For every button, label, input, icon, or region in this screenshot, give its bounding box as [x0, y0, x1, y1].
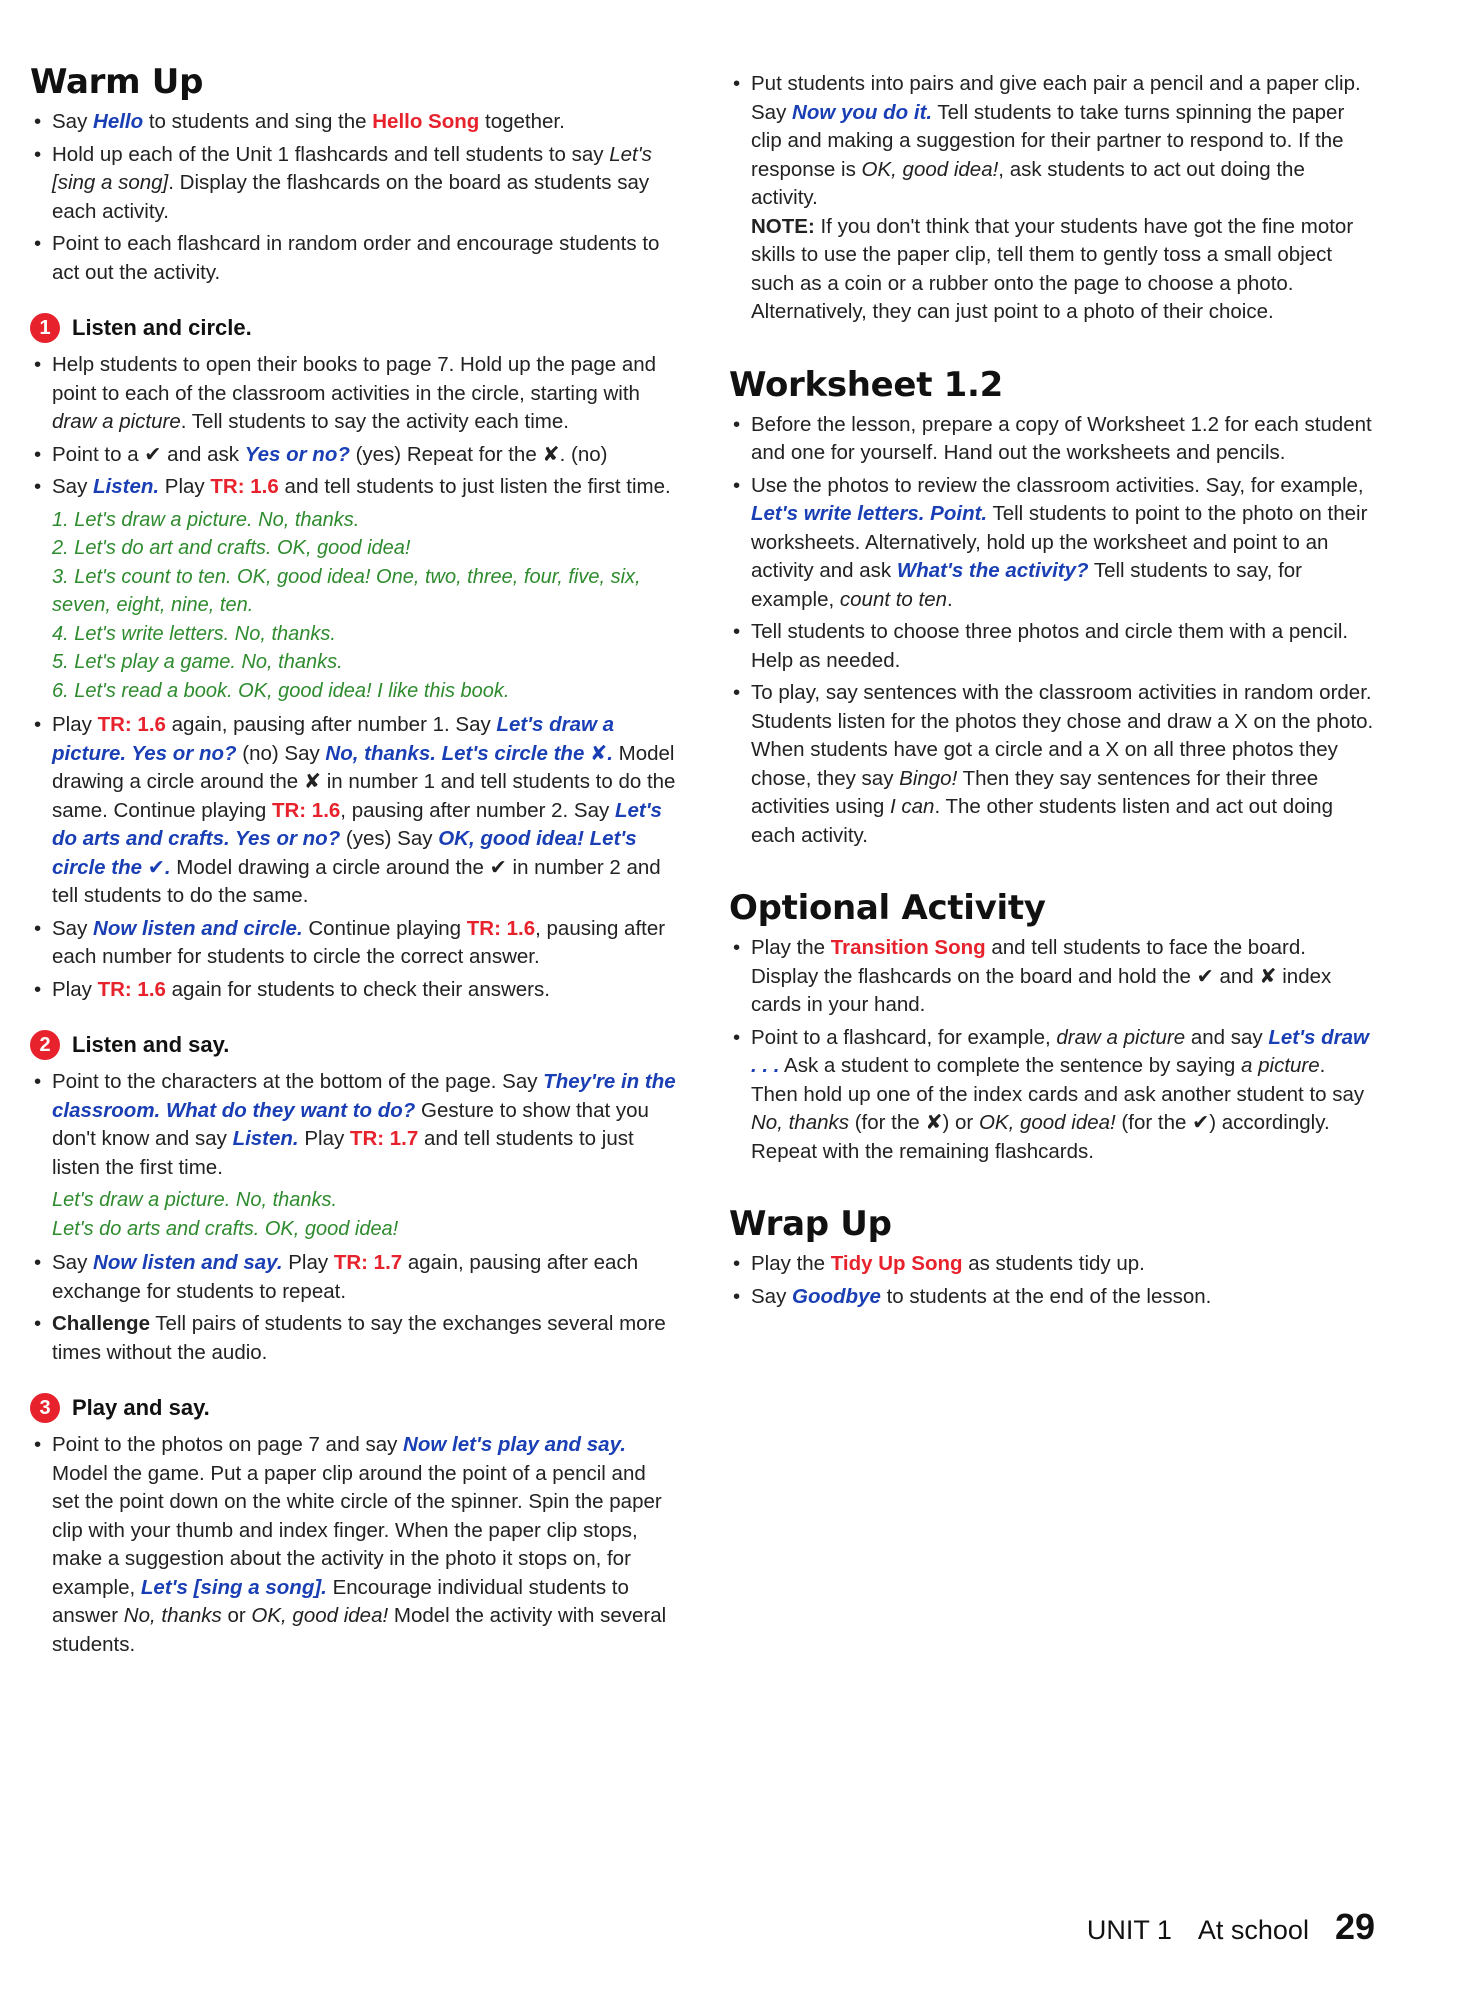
activity-title: Play and say.: [72, 1395, 210, 1420]
list-item: • Use the photos to review the classroom activities. Say, for example, Let's write letters. Point. Tell students to point to the photo on their worksheets. Alternatively, hold up the worksheet and point to an activity and ask What's the activity? Tell students to say, for example, count to ten.: [729, 472, 1377, 615]
page-number: 29: [1334, 1906, 1375, 1947]
activity-1-list-continued: [30, 711, 678, 1004]
list-item: • Play the Transition Song and tell students to face the board. Display the flashcards on the board and hold the ✔ and ✘ index cards in your hand.: [729, 934, 1377, 1020]
list-item: • Play the Tidy Up Song as students tidy up.: [729, 1250, 1377, 1279]
optional-activity-heading: Optional Activity: [729, 888, 1046, 928]
list-item: • Say Now listen and circle. Continue playing TR: 1.6, pausing after each number for students to circle the correct answer.: [30, 915, 678, 972]
list-item: • Tell students to choose three photos and circle them with a pencil. Help as needed.: [729, 618, 1377, 675]
left-column: [30, 62, 678, 1663]
list-item: • Say Hello to students and sing the Hello Song together.: [30, 108, 678, 137]
list-item: • Play TR: 1.6 again for students to check their answers.: [30, 976, 678, 1005]
list-item: • To play, say sentences with the classroom activities in random order. Students listen for the photos they chose and draw a X on the photo. When students have got a circle and a X on all three photos they chose, they say Bingo! Then they say sentences for their three activities using I can. The other students listen and act out doing each activity.: [729, 679, 1377, 850]
activity-2-heading: [30, 1030, 678, 1060]
script-line: 1. Let's draw a picture. No, thanks.: [52, 508, 360, 531]
list-item: • Put students into pairs and give each pair a pencil and a paper clip. Say Now you do it. Tell students to take turns spinning the paper clip and making a suggestion for their partner to respond to. If the response is OK, good idea!, ask students to act out doing the activity. NOTE: If you don't think that your students have got the fine motor skills to use the paper clip, tell them to gently toss a small object such as a coin or a rubber onto the page to choose a photo. Alternatively, they can just point to a photo of their choice.: [729, 70, 1377, 327]
worksheet-heading: Worksheet 1.2: [729, 364, 1004, 405]
list-item: • Point to the photos on page 7 and say Now let's play and say. Model the game. Put a paper clip around the point of a pencil and set the point down on the white circle of the spinner. Spin the paper clip with your thumb and index finger. When the paper clip stops, make a suggestion about the activity in the photo it stops on, for example, Let's [sing a song]. Encourage individual students to answer No, thanks or OK, good idea! Model the activity with several students.: [30, 1431, 678, 1659]
wrap-up-list: [729, 1250, 1377, 1311]
activity-number-badge: 3: [30, 1393, 60, 1423]
script-line: Let's draw a picture. No, thanks.: [52, 1189, 338, 1211]
activity-2-list-continued: [30, 1249, 678, 1367]
unit-label: UNIT 1: [1086, 1915, 1172, 1945]
list-item: • Point to a flashcard, for example, draw a picture and say Let's draw . . . Ask a student to complete the sentence by saying a picture. Then hold up one of the index cards and ask another student to say No, thanks (for the ✘) or OK, good idea! (for the ✔) accordingly. Repeat with the remaining flashcards.: [729, 1024, 1377, 1167]
activity-number-badge: 1: [30, 313, 60, 343]
activity-number-badge: 2: [30, 1030, 60, 1060]
list-item: • Point to the characters at the bottom of the page. Say They're in the classroom. What do they want to do? Gesture to show that you don't know and say Listen. Play TR: 1.7 and tell students to just listen the first time.: [30, 1068, 678, 1182]
audio-script: [30, 1186, 678, 1243]
optional-activity-list: [729, 934, 1377, 1166]
list-item: • Play TR: 1.6 again, pausing after number 1. Say Let's draw a picture. Yes or no? (no) Say No, thanks. Let's circle the ✘. Model drawing a circle around the ✘ in number 1 and tell students to do the same. Continue playing TR: 1.6, pausing after number 2. Say Let's do arts and crafts. Yes or no? (yes) Say OK, good idea! Let's circle the ✔. Model drawing a circle around the ✔ in number 2 and tell students to do the same.: [30, 711, 678, 911]
activity-1-list: [30, 351, 678, 502]
list-item: • Before the lesson, prepare a copy of Worksheet 1.2 for each student and one for yourself. Hand out the worksheets and pencils.: [729, 411, 1377, 468]
activity-3-list: [30, 1431, 678, 1659]
warm-up-heading: Warm Up: [30, 62, 204, 102]
audio-script: [30, 506, 678, 706]
list-item: • Point to a ✔ and ask Yes or no? (yes) Repeat for the ✘. (no): [30, 441, 678, 470]
activity-3-list-continued: [729, 70, 1377, 327]
list-item: • Say Goodbye to students at the end of the lesson.: [729, 1283, 1377, 1312]
unit-topic: At school: [1197, 1915, 1309, 1945]
list-item: • Say Listen. Play TR: 1.6 and tell students to just listen the first time.: [30, 473, 678, 502]
script-line: 4. Let's write letters. No, thanks.: [52, 622, 336, 645]
script-line: Let's do arts and crafts. OK, good idea!: [52, 1217, 399, 1240]
page-footer: [1087, 1906, 1375, 1948]
script-line: 6. Let's read a book. OK, good idea! I like this book.: [52, 679, 510, 702]
activity-3-heading: [30, 1393, 678, 1423]
activity-2-list: [30, 1068, 678, 1182]
list-item: • Hold up each of the Unit 1 flashcards and tell students to say Let's [sing a song]. Display the flashcards on the board as students say each activity.: [30, 141, 678, 227]
script-line: 5. Let's play a game. No, thanks.: [52, 651, 343, 673]
list-item: • Say Now listen and say. Play TR: 1.7 again, pausing after each exchange for students to repeat.: [30, 1249, 678, 1306]
script-line: 3. Let's count to ten. OK, good idea! One, two, three, four, five, six, seven, eight, nine, ten.: [52, 565, 641, 616]
list-item: • Point to each flashcard in random order and encourage students to act out the activity.: [30, 230, 678, 287]
list-item: • Challenge Tell pairs of students to say the exchanges several more times without the audio.: [30, 1310, 678, 1367]
list-item: • Help students to open their books to page 7. Hold up the page and point to each of the classroom activities in the circle, starting with draw a picture. Tell students to say the activity each time.: [30, 351, 678, 437]
right-column: [729, 70, 1377, 1315]
activity-title: Listen and circle.: [72, 315, 252, 340]
wrap-up-heading: Wrap Up: [729, 1204, 892, 1244]
script-line: 2. Let's do art and crafts. OK, good idea!: [52, 537, 411, 559]
worksheet-list: [729, 411, 1377, 851]
warm-up-list: [30, 108, 678, 287]
activity-1-heading: [30, 313, 678, 343]
activity-title: Listen and say.: [72, 1032, 230, 1057]
